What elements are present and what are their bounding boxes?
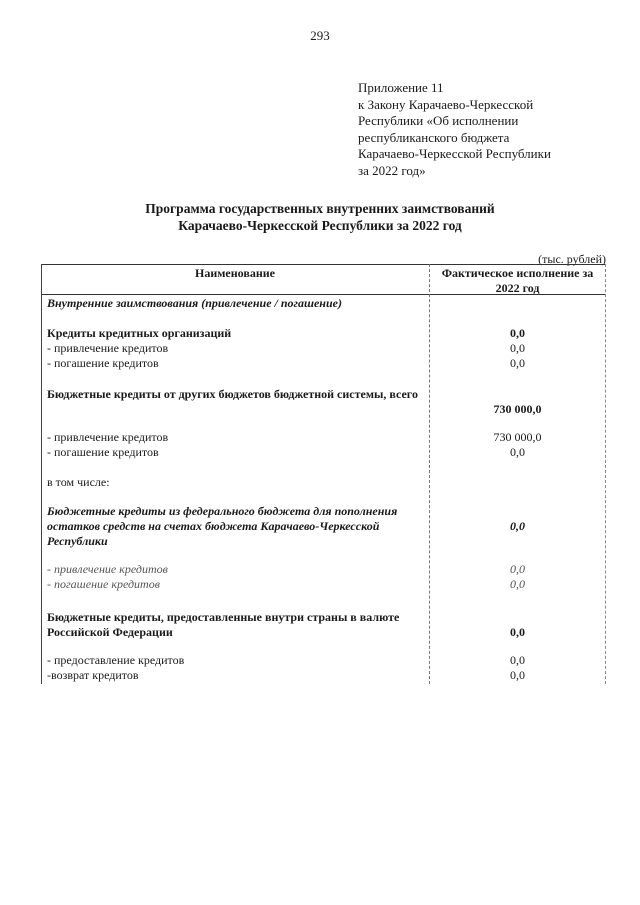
- appendix-line: Приложение 11: [358, 80, 444, 95]
- appendix-line: республиканского бюджета: [358, 129, 510, 145]
- row-value: 730 000,0: [493, 430, 542, 444]
- row-name: - привлечение кредитов: [47, 562, 168, 576]
- row-name: в том числе:: [47, 475, 110, 489]
- row-value: 0,0: [510, 326, 525, 340]
- row-name: - привлечение кредитов: [47, 430, 169, 444]
- row-name: - погашение кредитов: [47, 445, 159, 459]
- title-line: Программа государственных внутренних заимствований: [145, 201, 495, 216]
- row-value: 0,0: [510, 445, 525, 459]
- row-name: - погашение кредитов: [47, 577, 160, 591]
- row-value: 0,0: [510, 625, 525, 639]
- row-name: -возврат кредитов: [47, 668, 139, 682]
- row-value: 0,0: [510, 653, 525, 667]
- table-left-border: [41, 264, 42, 684]
- row-name: - предоставление кредитов: [47, 653, 185, 667]
- row-value: 0,0: [510, 577, 525, 591]
- row-name: - привлечение кредитов: [47, 341, 169, 355]
- column-header-name: Наименование: [195, 266, 275, 280]
- row-value: 0,0: [510, 356, 525, 370]
- row-value: 730 000,0: [493, 402, 542, 416]
- row-value: 0,0: [510, 668, 525, 682]
- table-top-border: [41, 264, 606, 265]
- row-name: Бюджетные кредиты от других бюджетов бюджетной системы, всего: [47, 387, 418, 401]
- appendix-note: [358, 80, 608, 179]
- row-name: Бюджетные кредиты, предоставленные внутри страны в валюте Российской Федерации: [47, 610, 400, 639]
- document-title: [0, 200, 640, 234]
- appendix-line: к Закону Карачаево-Черкесской: [358, 96, 534, 112]
- appendix-line: Карачаево-Черкесской Республики: [358, 146, 551, 161]
- row-value: 0,0: [510, 562, 525, 576]
- row-name: Бюджетные кредиты из федерального бюджета для пополнения остатков средств на счетах бюджета Карачаево-Черкесской Республики: [47, 504, 398, 548]
- row-name: - погашение кредитов: [47, 356, 159, 370]
- appendix-line: Республики «Об исполнении: [358, 113, 519, 128]
- row-value: 0,0: [510, 341, 525, 355]
- row-value: 0,0: [510, 519, 525, 533]
- row-name: Кредиты кредитных организаций: [47, 326, 232, 340]
- units-label: (тыс. рублей): [538, 252, 606, 266]
- appendix-line: за 2022 год»: [358, 162, 426, 178]
- borrowing-table: [41, 264, 606, 684]
- page-number: 293: [310, 28, 330, 43]
- row-name: Внутренние заимствования (привлечение / погашение): [47, 296, 342, 310]
- title-line: Карачаево-Черкесской Республики за 2022 год: [178, 218, 462, 233]
- column-header-value: Фактическое исполнение за 2022 год: [441, 266, 594, 295]
